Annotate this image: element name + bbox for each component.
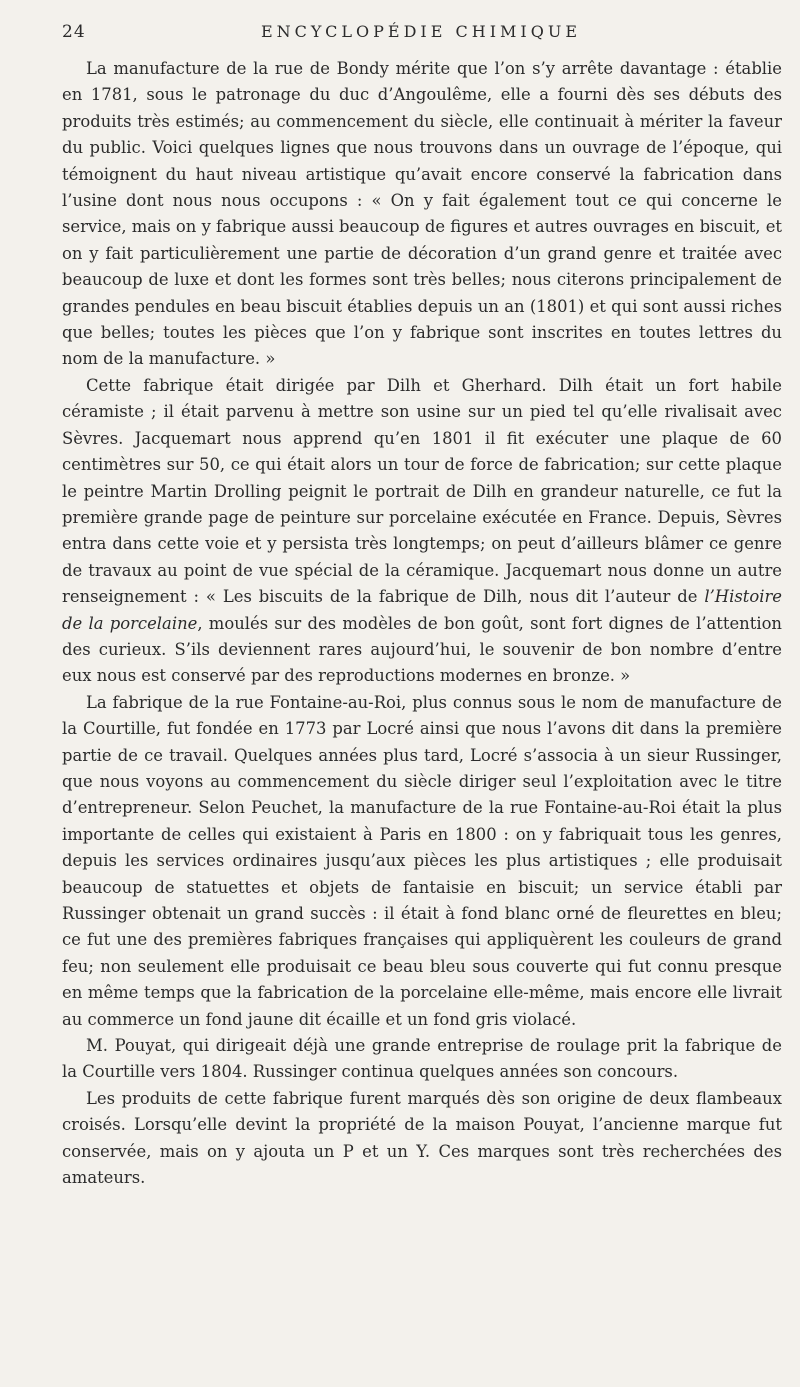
paragraph-marks: Les produits de cette fabrique furent marqués dès son origine de deux flambeaux croisés. Lorsqu’elle devint la propriété de la maison Pouyat, l’ancienne marque fut conservée, mais on y ajouta un P et un Y. Ces marques sont très recherchées des amateurs. <box>62 1088 782 1188</box>
paragraph-text: , moulés sur des modèles de bon goût, sont fort dignes de l’attention des curieux. S’ils deviennent rares aujourd’hui, le souvenir de bon nombre d’entre eux nous est conservé par des reproductions modernes en bronze. » <box>62 613 782 686</box>
page-number: 24 <box>62 22 86 42</box>
page-header <box>62 22 780 46</box>
paragraph-fontaine-au-roi: La fabrique de la rue Fontaine-au-Roi, plus connus sous le nom de manufacture de la Courtille, fut fondée en 1773 par Locré ainsi que nous l’avons dit dans la première partie de ce travail. Quelques années plus tard, Locré s’associa à un sieur Russinger, que nous voyons au commencement du siècle diriger seul l’exploitation avec le titre d’entrepreneur. Selon Peuchet, la manufacture de la rue Fontaine-au-Roi était la plus importante de celles qui existaient à Paris en 1800 : on y fabriquait tous les genres, depuis les services ordinaires jusqu’aux pièces les plus artistiques ; elle produisait beaucoup de statuettes et objets de fantaisie en biscuit; un service établi par Russinger obtenait un grand succès : il était à fond blanc orné de fleurettes en bleu; ce fut une des premières fabriques françaises qui appliquèrent les couleurs de grand feu; non seulement elle produisait ce beau bleu sous couverte qui fut connu presque en même temps que la fabrication de la porcelaine elle-même, mais encore elle livrait au commerce un fond jaune dit écaille et un fond gris violacé. <box>62 692 782 1029</box>
running-title: ENCYCLOPÉDIE CHIMIQUE <box>260 22 582 41</box>
body-text <box>62 56 782 1191</box>
paragraph-dilh-gherhard <box>62 373 782 690</box>
paragraph-text: Cette fabrique était dirigée par Dilh et Gherhard. Dilh était un fort habile céramiste ; il était parvenu à mettre son usine sur un pied tel qu’elle rivalisait avec Sèvres. Jacquemart nous apprend qu’en 1801 il fit exécuter une plaque de 60 centimètres sur 50, ce qui était alors un tour de force de fabrication; sur cette plaque le peintre Martin Drolling peignit le portrait de Dilh en grandeur naturelle, ce fut la première grande page de peinture sur porcelaine exécutée en France. Depuis, Sèvres entra dans cette voie et y persista très longtemps; on peut d’ailleurs blâmer ce genre de travaux au point de vue spécial de la céramique. Jacquemart nous donne un autre renseignement : « Les biscuits de la fabrique de Dilh, nous dit l’auteur de <box>62 375 782 607</box>
paragraph-pouyat: M. Pouyat, qui dirigeait déjà une grande entreprise de roulage prit la fabrique de la Courtille vers 1804. Russinger continua quelques années son concours. <box>62 1036 782 1082</box>
paragraph-bondy-manufacture: La manufacture de la rue de Bondy mérite que l’on s’y arrête davantage : établie en 1781, sous le patronage du duc d’Angoulême, elle a fourni dès ses débuts des produits très estimés; au commencement du siècle, elle continuait à mériter la faveur du public. Voici quelques lignes que nous trouvons dans un ouvrage de l’époque, qui témoignent du haut niveau artistique qu’avait encore conservé la fabrication dans l’usine dont nous nous occupons : « On y fait également tout ce qui concerne le service, mais on y fabrique aussi beaucoup de figures et autres ouvrages en biscuit, et on y fait particulièrement une partie de décoration d’un grand genre et traitée avec beaucoup de luxe et dont les formes sont très belles; nous citerons principalement de grandes pendules en beau biscuit établies depuis un an (1801) et qui sont aussi riches que belles; toutes les pièces que l’on y fabrique sont inscrites en toutes lettres du nom de la manufacture. » <box>62 59 782 369</box>
book-title-italic: l’Histoire de la porcelaine <box>62 587 782 633</box>
